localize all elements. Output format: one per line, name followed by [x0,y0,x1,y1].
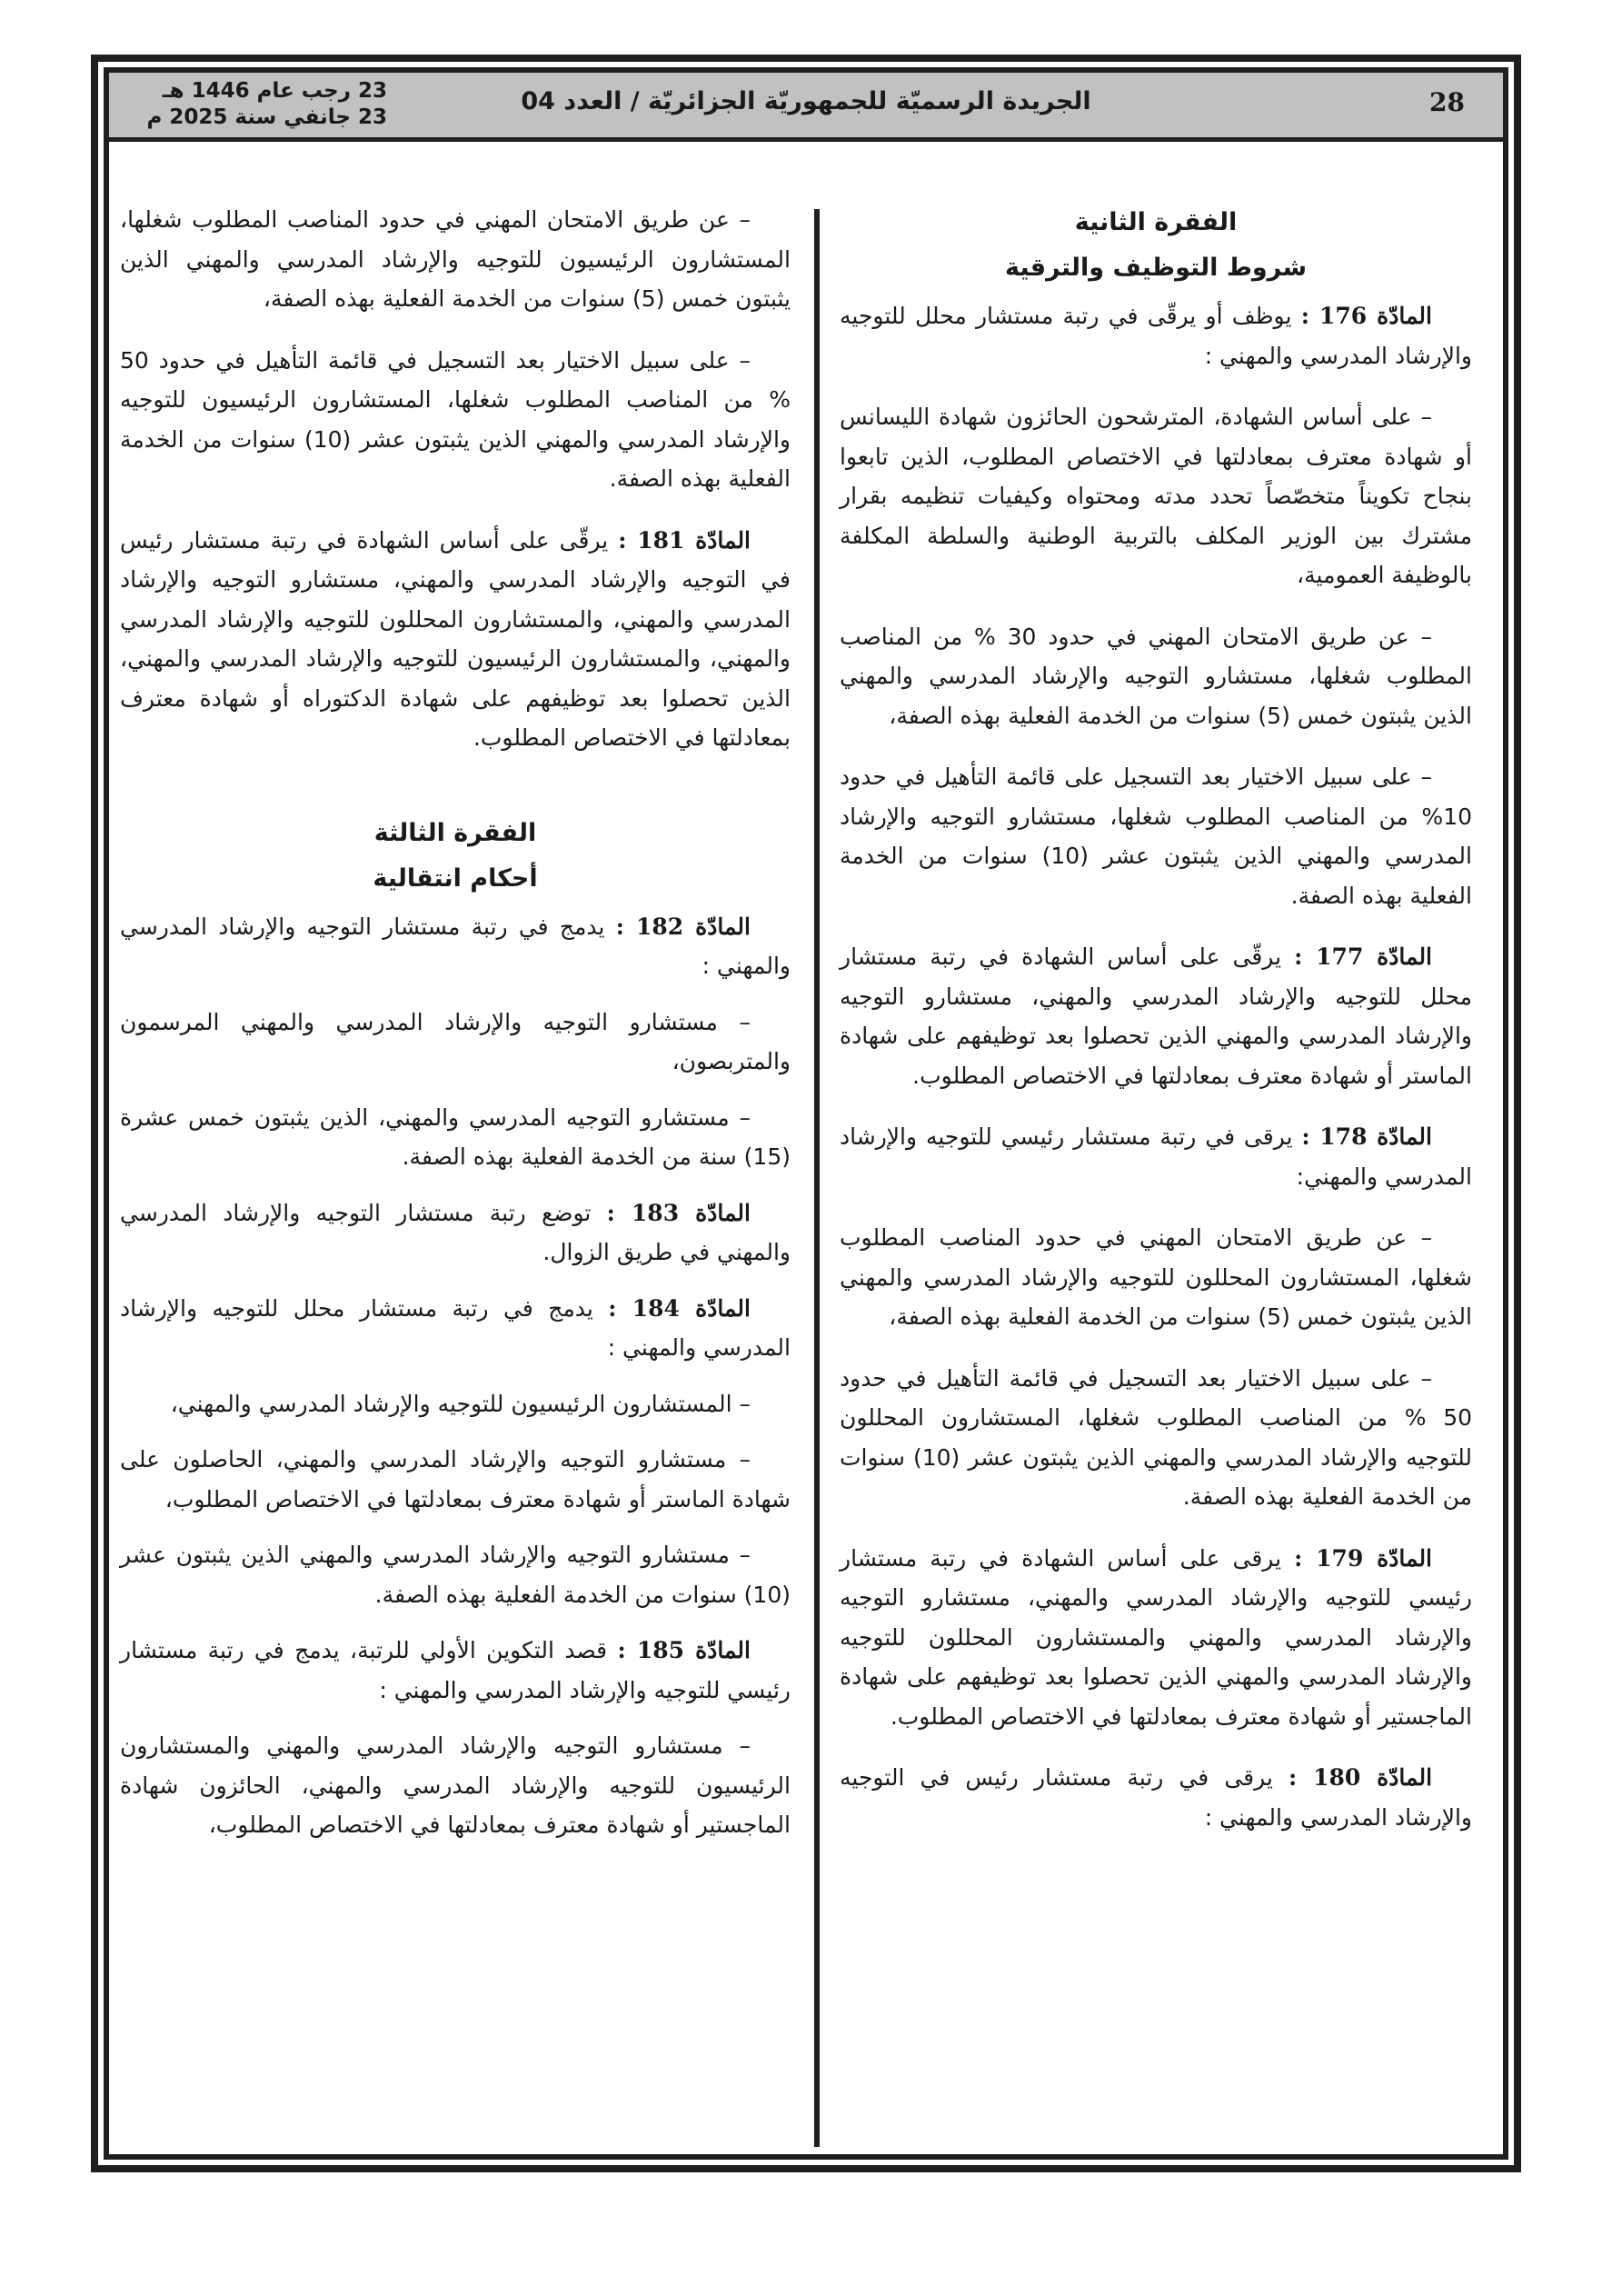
column-divider [814,209,820,2147]
section-title: الفقرة الثالثة [373,818,537,847]
list-item: – عن طريق الامتحان المهني في حدود المناصب المطلوب شغلها، المستشارون المحللون للتوجيه والإرشاد المدرسي والمهني الذين يثبتون خمس (5) سنوات من الخدمة الفعلية بهذه الصفة، [840,1224,1472,1330]
article-183 [120,1193,791,1273]
article-text: قصد التكوين الأولي للرتبة، يدمج في رتبة مستشار رئيسي للتوجيه والإرشاد المدرسي والمهني : [120,1637,791,1703]
article-184 [120,1289,791,1368]
gregorian-date: 23 جانفي سنة 2025 م [146,105,387,129]
list-item: – عن طريق الامتحان المهني في حدود 30 % من المناصب المطلوب شغلها، مستشارو التوجيه والإرشاد المدرسي والمهني الذين يثبتون خمس (5) سنوات من الخدمة الفعلية بهذه الصفة، [840,623,1472,729]
article-label: المادّة 176 : [1300,303,1432,329]
page-frame-outer [91,55,1521,2172]
list-item: – على سبيل الاختيار بعد التسجيل في قائمة التأهيل في حدود 50 % من المناصب المطلوب شغلها، المستشارون الرئيسيون للتوجيه والإرشاد المدرسي والمهني الذين يثبتون عشر (10) سنوات من الخدمة الفعلية بهذه الصفة. [120,346,791,492]
article-177 [840,937,1472,1095]
journal-title: الجريدة الرسميّة للجمهوريّة الجزائريّة / العدد 04 [521,87,1091,115]
section-spacer [120,780,791,811]
article-text: يدمج في رتبة مستشار محلل للتوجيه والإرشاد المدرسي والمهني : [120,1294,791,1361]
list-item: – مستشارو التوجيه المدرسي والمهني، الذين يثبتون خمس عشرة (15) سنة من الخدمة الفعلية بهذه الصفة. [120,1103,791,1170]
section-subtitle: شروط التوظيف والترقية [1005,254,1307,282]
list-item: – على أساس الشهادة، المترشحون الحائزون شهادة الليسانس أو شهادة معترف بمعادلتها في الاختصاص المطلوب، الذين تابعوا بنجاح تكويناً متخصّصاً تحدد مدته ومحتواه وكيفيات تنظيمه بقرار مشترك بين الوزير المكلف بالتربية الوطنية والسلطة المكلفة بالوظيفة العمومية، [840,404,1472,588]
hijri-date: 23 رجب عام 1446 هـ [162,79,387,103]
article-185 [120,1631,791,1710]
article-label: المادّة 179 : [1294,1544,1433,1572]
article-label: المادّة 185 : [617,1637,751,1663]
article-label: المادّة 180 : [1288,1764,1433,1791]
article-181 [120,521,791,758]
list-item: – المستشارون الرئيسيون للتوجيه والإرشاد المدرسي والمهني، [170,1390,751,1417]
article-label: المادّة 177 : [1294,943,1433,970]
article-label: المادّة 181 : [618,526,751,554]
article-text: يرقى في رتبة مستشار رئيس في التوجيه والإرشاد المدرسي والمهني : [840,1764,1472,1831]
article-text: يرقّى على أساس الشهادة في رتبة مستشار رئيس في التوجيه والإرشاد المدرسي والمهني، مستشارو التوجيه والإرشاد المدرسي والمهني، والمستشارون المحللون للتوجيه والإرشاد المدرسي والمهني، والمستشارون الرئيسيون للتوجيه والإرشاد المدرسي والمهني، الذين تحصلوا بعد توظيفهم على شهادة الدكتوراه أو شهادة معترف بمعادلتها في الاختصاص المطلوب. [120,526,791,751]
left-column [120,200,791,1862]
issue-date [133,78,387,131]
right-column [840,200,1472,1859]
article-text: يرقّى على أساس الشهادة في رتبة مستشار محلل للتوجيه والإرشاد المدرسي والمهني، مستشارو التوجيه والإرشاد المدرسي والمهني الذين تحصلوا بعد توظيفهم على شهادة الماستر أو شهادة معترف بمعادلتها في الاختصاص المطلوب. [840,943,1472,1089]
article-text: يرقى في رتبة مستشار رئيسي للتوجيه والإرشاد المدرسي والمهني: [840,1123,1472,1190]
list-item: – مستشارو التوجيه والإرشاد المدرسي والمهني والمستشارون الرئيسيون للتوجيه والإرشاد المدرسي والمهني، الحائزون شهادة الماجستير أو شهادة معترف بمعادلتها في الاختصاص المطلوب، [120,1732,791,1838]
article-text: يوظف أو يرقّى في رتبة مستشار محلل للتوجيه والإرشاد المدرسي والمهني : [840,303,1472,369]
list-item: – مستشارو التوجيه والإرشاد المدرسي والمهني، الحاصلون على شهادة الماستر أو شهادة معترف بمعادلتها في الاختصاص المطلوب، [120,1446,791,1512]
article-179 [840,1539,1472,1737]
page-header [109,73,1503,142]
article-label: المادّة 178 : [1301,1123,1432,1150]
section-subtitle: أحكام انتقالية [373,863,538,893]
article-180 [840,1758,1472,1837]
page-frame-inner [104,67,1508,2160]
article-label: المادّة 184 : [608,1294,751,1322]
list-item: – على سبيل الاختيار بعد التسجيل في قائمة التأهيل في حدود 50 % من المناصب المطلوب شغلها، المستشارون المحللون للتوجيه والإرشاد المدرسي والمهني الذين يثبتون عشر (10) سنوات من الخدمة الفعلية بهذه الصفة. [840,1364,1472,1510]
article-label: المادّة 182 : [615,913,751,940]
article-176 [840,296,1472,375]
article-text: يرقى على أساس الشهادة في رتبة مستشار رئيسي للتوجيه والإرشاد المدرسي والمهني، مستشارو التوجيه والإرشاد المدرسي والمهني والمستشارون المحللون للتوجيه والإرشاد المدرسي والمهني الذين تحصلوا بعد توظيفهم على شهادة الماجستير أو شهادة معترف بمعادلتها في الاختصاص المطلوب. [840,1544,1472,1730]
list-item: – على سبيل الاختيار بعد التسجيل على قائمة التأهيل في حدود 10% من المناصب المطلوب شغلها، مستشارو التوجيه والإرشاد المدرسي والمهني الذين يثبتون عشر (10) سنوات من الخدمة الفعلية بهذه الصفة. [840,764,1472,909]
page-number: 28 [1429,87,1465,117]
article-182 [120,907,791,986]
list-item: – مستشارو التوجيه والإرشاد المدرسي والمهني الذين يثبتون عشر (10) سنوات من الخدمة الفعلية بهذه الصفة. [120,1542,791,1608]
list-item: – مستشارو التوجيه والإرشاد المدرسي والمهني المرسمون والمتربصون، [120,1008,791,1074]
section-title: الفقرة الثانية [1074,208,1238,236]
article-text: يدمج في رتبة مستشار التوجيه والإرشاد المدرسي والمهني : [120,913,791,979]
article-178 [840,1117,1472,1196]
list-item: – عن طريق الامتحان المهني في حدود المناصب المطلوب شغلها، المستشارون الرئيسيون للتوجيه والإرشاد المدرسي والمهني الذين يثبتون خمس (5) سنوات من الخدمة الفعلية بهذه الصفة، [120,206,791,312]
article-label: المادّة 183 : [606,1199,751,1226]
article-text: توضع رتبة مستشار التوجيه والإرشاد المدرسي والمهني في طريق الزوال. [120,1199,791,1265]
